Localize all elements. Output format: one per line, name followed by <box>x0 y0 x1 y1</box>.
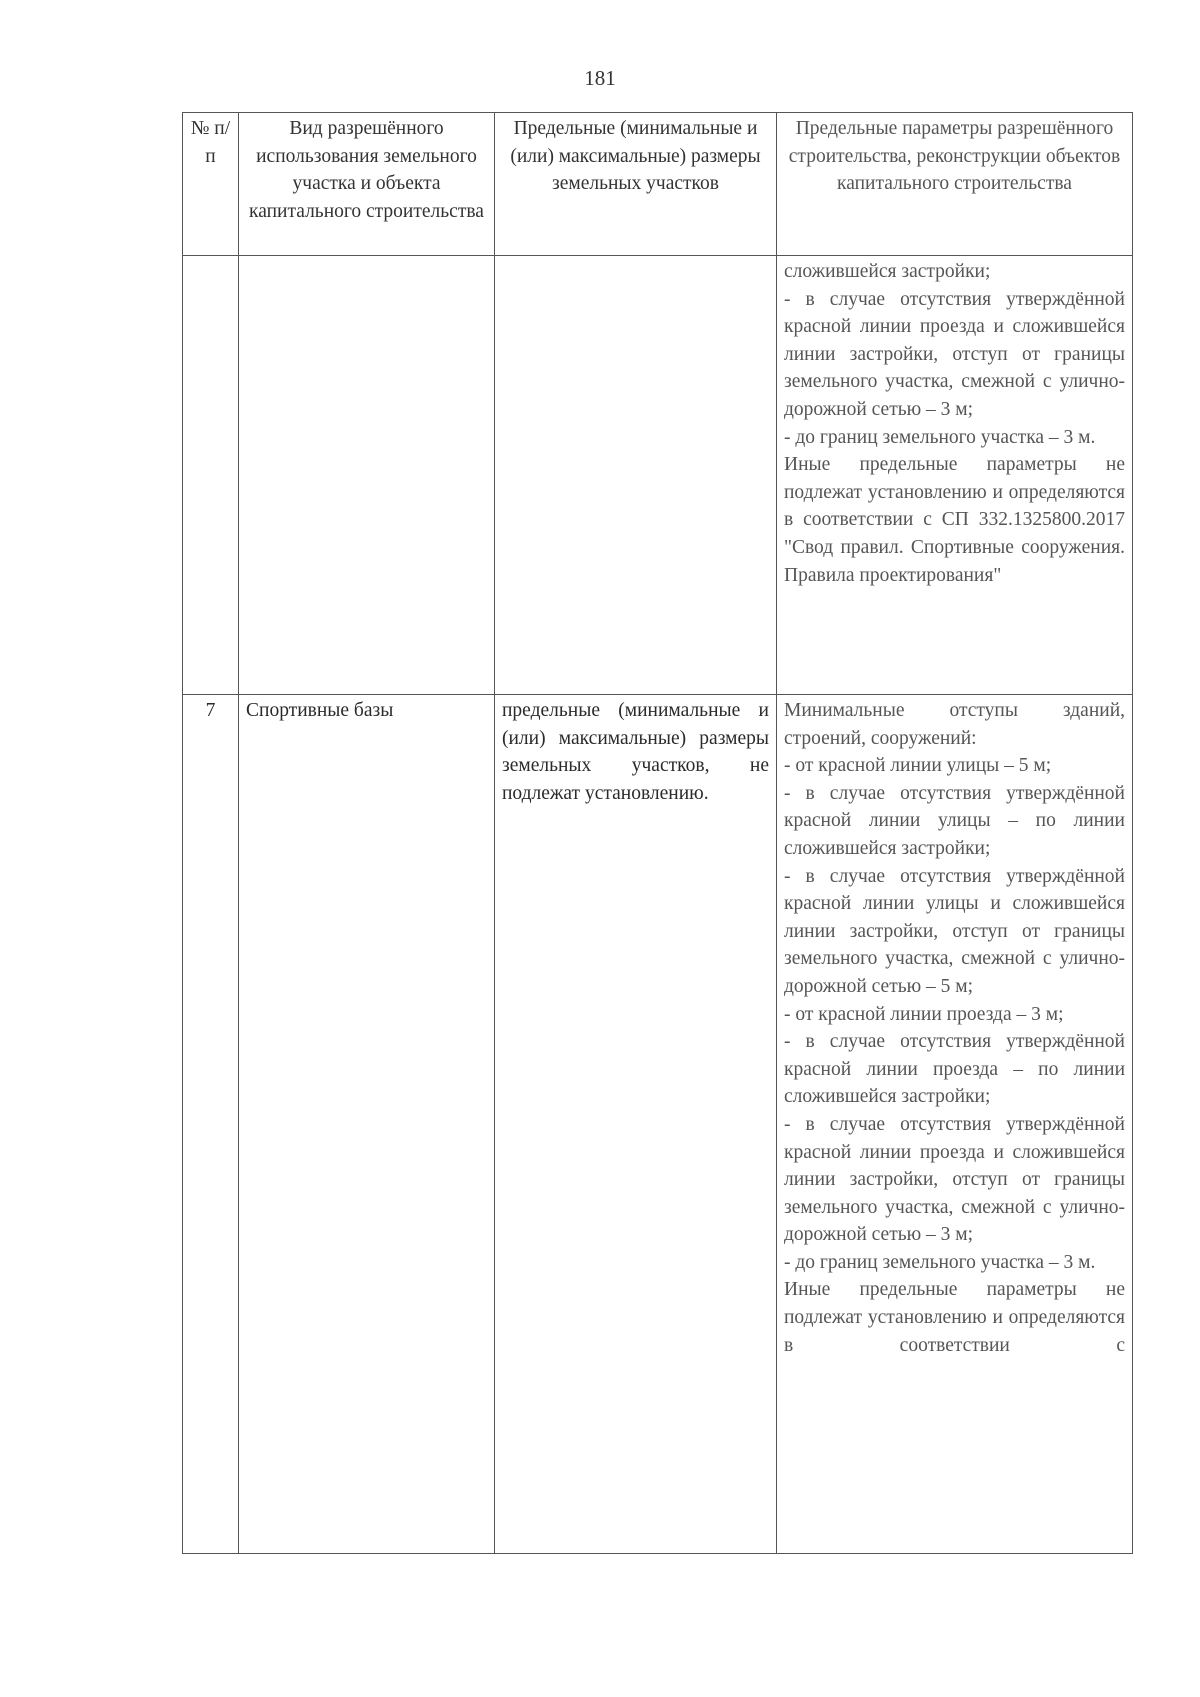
header-plot-size: Предельные (минимальные и (или) максимальные) размеры земельных участков <box>495 113 777 256</box>
header-number: № п/п <box>183 113 239 256</box>
param-paragraph: - до границ земельного участка – 3 м. <box>784 1251 1096 1273</box>
header-construction-params: Предельные параметры разрешённого строительства, реконструкции объектов капитального строительства <box>777 113 1133 256</box>
param-paragraph: - в случае отсутствия утверждённой красной линии улицы и сложившейся линии застройки, отступ от границы земельного участка, смежной с улично-дорожной сетью – 5 м; <box>784 865 1125 997</box>
param-paragraph: - в случае отсутствия утверждённой красной линии проезда и сложившейся линии застройки, отступ от границы земельного участка, смежной с улично-дорожной сетью – 3 м; <box>784 1113 1125 1246</box>
row-number-cell <box>183 256 239 695</box>
param-paragraph: - до границ земельного участка – 3 м. <box>784 426 1096 448</box>
param-paragraph: - в случае отсутствия утверждённой красной линии проезда – по линии сложившейся застройки; <box>784 1031 1125 1108</box>
page-number: 181 <box>584 66 616 90</box>
param-paragraph: - от красной линии проезда – 3 м; <box>784 1003 1064 1025</box>
row-number-cell: 7 <box>183 695 239 1554</box>
header-permitted-use: Вид разрешённого использования земельного участка и объекта капитального строительства <box>239 113 495 256</box>
param-paragraph: сложившейся застройки; <box>784 261 991 282</box>
permitted-use-cell <box>239 256 495 695</box>
plot-size-cell <box>495 256 777 695</box>
plot-size-cell: предельные (минимальные и (или) максимальные) размеры земельных участков, не подлежат установлению. <box>495 695 777 1554</box>
construction-params-cell <box>777 256 1133 695</box>
table-header-row <box>183 113 1133 256</box>
table-row <box>183 256 1133 695</box>
param-paragraph: Иные предельные параметры не подлежат установлению и определяются в соответствии с <box>784 1279 1125 1356</box>
param-paragraph: - в случае отсутствия утверждённой красной линии проезда и сложившейся линии застройки, отступ от границы земельного участка, смежной с улично-дорожной сетью – 3 м; <box>784 288 1125 420</box>
land-use-table <box>182 112 1133 1554</box>
param-paragraph: - от красной линии улицы – 5 м; <box>784 755 1052 777</box>
permitted-use-cell: Спортивные базы <box>239 695 495 1554</box>
param-paragraph: - в случае отсутствия утверждённой красной линии улицы – по линии сложившейся застройки; <box>784 782 1125 859</box>
param-paragraph: Минимальные отступы зданий, строений, сооружений: <box>784 700 1125 749</box>
param-paragraph: Иные предельные параметры не подлежат установлению и определяются в соответствии с СП 332.1325800.2017 "Свод правил. Спортивные сооружения. Правила проектирования" <box>784 454 1125 586</box>
construction-params-cell <box>777 695 1133 1554</box>
table-row <box>183 695 1133 1554</box>
